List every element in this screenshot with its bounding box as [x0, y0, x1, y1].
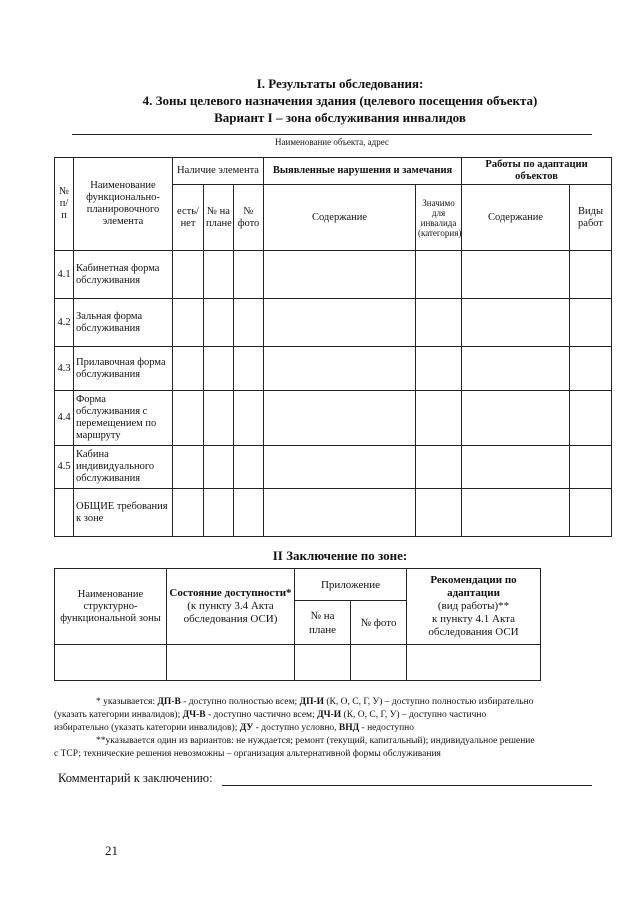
- section2-title: II Заключение по зоне:: [272, 548, 408, 563]
- object-caption: Наименование объекта, адрес: [275, 137, 389, 147]
- col-name-header: Наименование функционально-планировочного элемента: [74, 158, 173, 251]
- footnote-line: (указать категории инвалидов); ДЧ-В - доступно частично всем; ДЧ-И (К, О, С, Г, У) – доступно частично: [54, 710, 487, 720]
- table-row: [55, 347, 612, 391]
- conclusion-table: [54, 568, 541, 681]
- table-row: [55, 391, 612, 446]
- table-row: [55, 299, 612, 347]
- appendix-header: Приложение: [295, 569, 407, 601]
- rec-sub2: к пункту 4.1 Акта обследования ОСИ: [428, 613, 519, 638]
- table-row: [55, 645, 541, 681]
- row-num: [55, 489, 74, 537]
- state-title: Состояние доступности*: [169, 587, 292, 599]
- appendix-photo-header: № фото: [351, 601, 407, 645]
- comment-label: Комментарий к заключению:: [58, 771, 213, 785]
- row-num: 4.5: [55, 446, 74, 489]
- state-header: [167, 569, 295, 645]
- table-row: [55, 251, 612, 299]
- row-num: 4.2: [55, 299, 74, 347]
- comment-line[interactable]: [222, 785, 592, 786]
- footnote-line: избирательно (указать категории инвалидов); ДУ - доступно условно, ВНД - недоступно: [54, 723, 414, 733]
- col-num-header: № п/п: [55, 158, 74, 251]
- presence-plan-header: № на плане: [204, 185, 234, 251]
- row-num: 4.4: [55, 391, 74, 446]
- adaptation-header: Работы по адаптации объектов: [462, 158, 612, 185]
- rec-sub1: (вид работы)**: [437, 600, 510, 612]
- zone-name-header: Наименование структурно-функциональной зоны: [55, 569, 167, 645]
- presence-photo-header: № фото: [234, 185, 264, 251]
- heading-line1: I. Результаты обследования:: [256, 76, 424, 91]
- recommendations-header: [407, 569, 541, 645]
- table-row: [55, 446, 612, 489]
- page-number: 21: [105, 843, 118, 858]
- state-subtitle: (к пункту 3.4 Акта обследования ОСИ): [183, 600, 278, 625]
- object-address-line: [72, 134, 592, 135]
- row-name: Форма обслуживания с перемещением по маршруту: [74, 391, 173, 446]
- row-name: Прилавочная форма обслуживания: [74, 347, 173, 391]
- adapt-content-header: Содержание: [462, 185, 570, 251]
- zones-table: [54, 157, 612, 537]
- presence-yesno-header: есть/нет: [173, 185, 204, 251]
- violation-significant-header: Значимо для инвалида (категория): [416, 185, 462, 251]
- row-name: Кабинетная форма обслуживания: [74, 251, 173, 299]
- appendix-plan-header: № на плане: [295, 601, 351, 645]
- row-num: 4.1: [55, 251, 74, 299]
- footnote-line: * указывается: ДП-В - доступно полностью всем; ДП-И (К, О, С, Г, У) – доступно полностью избирательно: [96, 697, 534, 707]
- footnote-line: с ТСР; технические решения невозможны – организация альтернативной формы обслуживания: [54, 749, 441, 759]
- presence-header: Наличие элемента: [173, 158, 264, 185]
- adapt-types-header: Виды работ: [570, 185, 612, 251]
- footnote-line: **указывается один из вариантов: не нуждается; ремонт (текущий, капитальный); индивидуальное решение: [96, 736, 535, 746]
- violation-content-header: Содержание: [264, 185, 416, 251]
- row-name: Зальная форма обслуживания: [74, 299, 173, 347]
- row-name: Кабина индивидуального обслуживания: [74, 446, 173, 489]
- footnotes: [54, 696, 624, 761]
- row-num: 4.3: [55, 347, 74, 391]
- table-row: [55, 489, 612, 537]
- heading-line3: Вариант I – зона обслуживания инвалидов: [214, 110, 466, 125]
- row-name: ОБЩИЕ требования к зоне: [74, 489, 173, 537]
- heading-line2: 4. Зоны целевого назначения здания (целевого посещения объекта): [142, 93, 538, 108]
- rec-title: Рекомендации по адаптации: [430, 574, 517, 599]
- violations-header: Выявленные нарушения и замечания: [264, 158, 462, 185]
